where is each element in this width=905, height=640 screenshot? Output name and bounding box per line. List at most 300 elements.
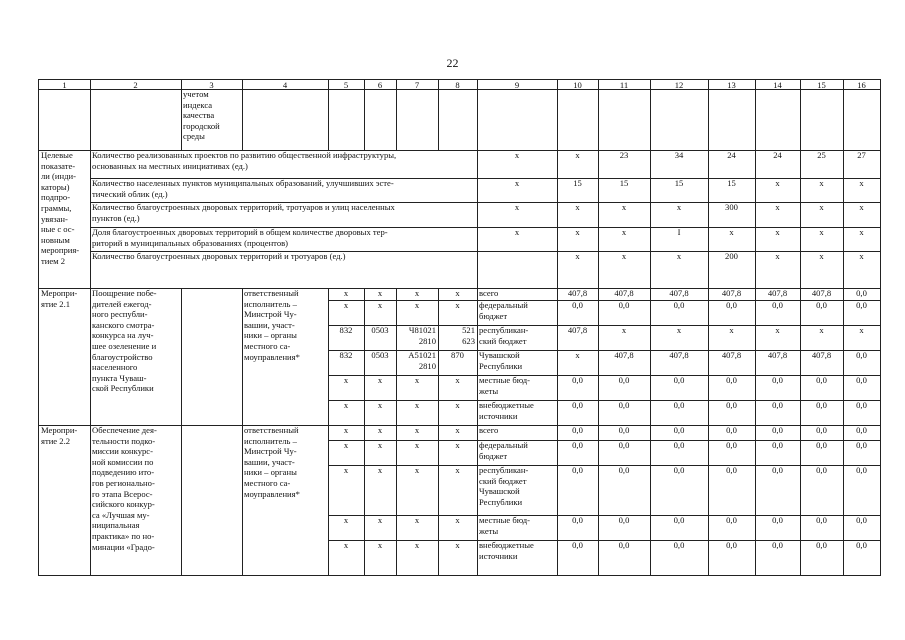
cell-text-line: дителей ежегод- xyxy=(92,298,152,309)
funding-value: 0,0 xyxy=(843,375,881,401)
funding-value: 0,0 xyxy=(843,288,881,301)
funding-value: 407,8 xyxy=(598,288,651,301)
cell-text-line: каторы) xyxy=(41,181,70,192)
cell-text-line: ли (инди- xyxy=(41,171,76,182)
cell-text-line: Количество реализованных проектов по развитию общественной инфраструктуры, xyxy=(92,150,397,160)
funding-value: 0,0 xyxy=(557,375,599,401)
indicator-value: x xyxy=(755,202,801,228)
funding-value: 0,0 xyxy=(557,300,599,326)
budget-code: x xyxy=(396,540,439,576)
cell-text-line: ятие 2.2 xyxy=(41,435,71,446)
funding-value: 0,0 xyxy=(800,540,844,576)
funding-source xyxy=(477,425,558,441)
indicator-c9: x xyxy=(477,150,558,179)
cell-text-line: республикан- xyxy=(479,325,529,335)
empty-cell xyxy=(328,89,365,151)
empty-cell xyxy=(396,89,439,151)
funding-value: 0,0 xyxy=(800,425,844,441)
cell-text-line: ответственный xyxy=(244,425,299,435)
indicator-value: x xyxy=(755,251,801,289)
cell-text-line: источники xyxy=(479,550,518,561)
empty-cell xyxy=(38,89,91,151)
funding-value: 407,8 xyxy=(755,350,801,376)
cell-text-line: пункта Чуваш- xyxy=(92,372,147,383)
indicator-value: x xyxy=(800,178,844,203)
funding-value: 0,0 xyxy=(755,540,801,576)
cell-text-line: индекса xyxy=(183,99,213,110)
funding-value: 0,0 xyxy=(843,440,881,466)
empty-cell xyxy=(477,89,558,151)
budget-code: x xyxy=(328,440,365,466)
budget-code: x xyxy=(328,465,365,516)
indicator-value: 15 xyxy=(708,178,756,203)
funding-source xyxy=(477,300,558,326)
cell-text-line: го этапа Всерос- xyxy=(92,488,153,499)
cell-text-line: исполнитель – xyxy=(244,298,297,309)
funding-value: x xyxy=(708,325,756,351)
indicator-value: x xyxy=(708,227,756,252)
cell-text-line: источники xyxy=(479,410,518,421)
cell-text-line: Республики xyxy=(479,360,523,371)
funding-value: 0,0 xyxy=(800,375,844,401)
funding-value: 0,0 xyxy=(557,425,599,441)
funding-value: 0,0 xyxy=(557,540,599,576)
cell-text-line: ятие 2.1 xyxy=(41,298,71,309)
budget-code: x xyxy=(364,375,397,401)
funding-value: 0,0 xyxy=(557,400,599,426)
cell-text-line: граммы, xyxy=(41,202,72,213)
funding-source xyxy=(477,350,558,376)
column-number: 1 xyxy=(38,79,91,90)
cell-text-line: минации «Градо- xyxy=(92,541,155,552)
budget-code: 521 623 xyxy=(438,325,478,351)
cell-text-line: местного са- xyxy=(244,477,291,488)
indicator-value: 25 xyxy=(800,150,844,179)
cell-text-line: ской Республики xyxy=(92,383,154,394)
cell-text-line: ответственный xyxy=(244,288,299,298)
funding-value: 0,0 xyxy=(598,440,651,466)
indicator-value: 200 xyxy=(708,251,756,289)
funding-value: 407,8 xyxy=(557,325,599,351)
indicator-value: x xyxy=(598,227,651,252)
funding-value: 0,0 xyxy=(650,465,709,516)
empty-cell xyxy=(708,89,756,151)
column-number: 13 xyxy=(708,79,756,90)
budget-code: x xyxy=(438,540,478,576)
cell-text-line: жеты xyxy=(479,525,499,536)
funding-value: 0,0 xyxy=(598,375,651,401)
funding-source xyxy=(477,400,558,426)
funding-value: 0,0 xyxy=(755,515,801,541)
cell-text-line: ной комиссии по xyxy=(92,456,154,467)
indicator-value: 27 xyxy=(843,150,881,179)
empty-cell xyxy=(800,89,844,151)
funding-value: 0,0 xyxy=(843,465,881,516)
funding-value: 0,0 xyxy=(650,440,709,466)
indicator-value: 15 xyxy=(650,178,709,203)
indicator-value: 24 xyxy=(708,150,756,179)
cell-text-line: увязан- xyxy=(41,213,68,224)
budget-code: x xyxy=(438,300,478,326)
funding-value: 0,0 xyxy=(800,465,844,516)
funding-value: 0,0 xyxy=(650,425,709,441)
funding-value: 0,0 xyxy=(650,400,709,426)
budget-code: x xyxy=(396,440,439,466)
funding-value: 0,0 xyxy=(755,465,801,516)
cell-text-line: канского смотра- xyxy=(92,319,155,330)
column-number: 8 xyxy=(438,79,478,90)
budget-code: x xyxy=(328,288,365,301)
indicator-value: x xyxy=(557,227,599,252)
funding-value: 0,0 xyxy=(800,440,844,466)
funding-value: 0,0 xyxy=(755,400,801,426)
funding-value: 407,8 xyxy=(557,288,599,301)
funding-source xyxy=(477,440,558,466)
empty-cell xyxy=(181,288,243,426)
cell-text-line: внебюджетные xyxy=(479,540,534,550)
indicator-value: x xyxy=(598,251,651,289)
cell-text-line: показате- xyxy=(41,160,76,171)
budget-code: x xyxy=(396,400,439,426)
funding-value: 0,0 xyxy=(598,400,651,426)
funding-value: 0,0 xyxy=(598,465,651,516)
funding-value: 0,0 xyxy=(843,515,881,541)
funding-value: x xyxy=(650,325,709,351)
funding-value: 407,8 xyxy=(650,350,709,376)
cell-text-line: пунктов (ед.) xyxy=(92,212,140,223)
indicator-c9: x xyxy=(477,202,558,228)
cell-text-line: ниципальная xyxy=(92,520,140,531)
funding-value: 0,0 xyxy=(755,375,801,401)
funding-value: 407,8 xyxy=(598,350,651,376)
cell-text-line: местные бюд- xyxy=(479,515,530,525)
budget-code: x xyxy=(364,300,397,326)
cell-text-line: Меропри- xyxy=(41,425,78,435)
budget-code: x xyxy=(438,425,478,441)
funding-source xyxy=(477,375,558,401)
cell-text-line: федеральный xyxy=(479,300,528,310)
budget-code: x xyxy=(364,400,397,426)
funding-value: 0,0 xyxy=(755,425,801,441)
funding-value: 0,0 xyxy=(598,300,651,326)
cell-text-line: Чувашской xyxy=(479,486,520,497)
indicator-value: 300 xyxy=(708,202,756,228)
column-number: 5 xyxy=(328,79,365,90)
indicators-label xyxy=(38,150,91,289)
funding-source xyxy=(477,540,558,576)
empty-cell xyxy=(843,89,881,151)
cell-text-line: внебюджетные xyxy=(479,400,534,410)
indicator-value: x xyxy=(843,227,881,252)
funding-value: 407,8 xyxy=(650,288,709,301)
funding-value: x xyxy=(755,325,801,351)
cell-text-line: качества xyxy=(183,110,215,121)
indicator-value: x xyxy=(557,251,599,289)
measure-label xyxy=(38,288,91,426)
indicator-value: 15 xyxy=(557,178,599,203)
budget-code: А51021 2810 xyxy=(396,350,439,376)
funding-value: 0,0 xyxy=(708,540,756,576)
page-number: 22 xyxy=(446,56,459,70)
budget-code: 0503 xyxy=(364,325,397,351)
indicator-value: x xyxy=(557,150,599,179)
cell-text-line: моуправления* xyxy=(244,488,300,499)
budget-code: 832 xyxy=(328,325,365,351)
cell-text-line: населенного xyxy=(92,362,138,373)
cell-text-line: исполнитель – xyxy=(244,435,297,446)
funding-value: 0,0 xyxy=(843,425,881,441)
cell-text-line: ский бюджет xyxy=(479,335,527,346)
cell-text-line: вашии, участ- xyxy=(244,319,295,330)
cell-text-line: Минстрой Чу- xyxy=(244,309,297,320)
funding-source xyxy=(477,325,558,351)
cell-text-line: Обеспечение дея- xyxy=(92,425,157,435)
cell-text-line: подведению ито- xyxy=(92,467,155,478)
indicator-value: x xyxy=(755,227,801,252)
column-number: 10 xyxy=(557,79,599,90)
budget-code: x xyxy=(396,300,439,326)
cell-text-line: Чувашской xyxy=(479,350,520,360)
column-number: 9 xyxy=(477,79,558,90)
cell-text-line: ники – органы xyxy=(244,467,297,478)
cell-text-line: федеральный xyxy=(479,440,528,450)
funding-value: 0,0 xyxy=(708,515,756,541)
cell-text-line: шее озеленение и xyxy=(92,340,157,351)
measure-label xyxy=(38,425,91,576)
cell-text-line: Целевые xyxy=(41,150,73,160)
cell-text-line: республикан- xyxy=(479,465,529,475)
budget-code: x xyxy=(396,465,439,516)
funding-value: 0,0 xyxy=(598,425,651,441)
measure-executor xyxy=(242,288,329,426)
budget-code: x xyxy=(438,288,478,301)
funding-value: 0,0 xyxy=(650,375,709,401)
funding-value: 0,0 xyxy=(800,400,844,426)
cell-text-line: Меропри- xyxy=(41,288,78,298)
measure-title xyxy=(90,288,182,426)
cell-text-line: са «Лучшая му- xyxy=(92,509,150,520)
budget-code: x xyxy=(396,375,439,401)
cell-text-line: бюджет xyxy=(479,310,508,321)
cell-text-line: мероприя- xyxy=(41,245,80,256)
empty-cell xyxy=(242,89,329,151)
empty-cell xyxy=(90,89,182,151)
funding-value: 0,0 xyxy=(708,375,756,401)
funding-value: 0,0 xyxy=(708,440,756,466)
column-number: 2 xyxy=(90,79,182,90)
column-number: 11 xyxy=(598,79,651,90)
cell-text-line: всего xyxy=(479,425,499,435)
cell-text-line: конкурса на луч- xyxy=(92,330,154,341)
indicator-value: x xyxy=(843,178,881,203)
cell-text-line: миссии конкурс- xyxy=(92,446,153,457)
funding-value: 0,0 xyxy=(843,540,881,576)
indicator-value: 23 xyxy=(598,150,651,179)
cell-text-line: Количество благоустроенных дворовых территорий, тротуаров и улиц населенных xyxy=(92,202,395,212)
budget-code: x xyxy=(438,465,478,516)
funding-value: 0,0 xyxy=(843,300,881,326)
cell-text-line: практика» по но- xyxy=(92,530,155,541)
budget-code: 832 xyxy=(328,350,365,376)
column-number: 7 xyxy=(396,79,439,90)
continuation-text xyxy=(181,89,243,151)
cell-text-line: тельности подко- xyxy=(92,435,156,446)
funding-value: x xyxy=(598,325,651,351)
empty-cell xyxy=(650,89,709,151)
cell-text-line: риторий в муниципальных образованиях (процентов) xyxy=(92,237,289,248)
funding-source xyxy=(477,465,558,516)
indicator-name xyxy=(90,178,478,203)
indicator-value: 34 xyxy=(650,150,709,179)
funding-value: x xyxy=(800,325,844,351)
cell-text-line: Количество благоустроенных дворовых территорий и тротуаров (ед.) xyxy=(92,251,346,261)
cell-text-line: городской xyxy=(183,120,220,131)
cell-text-line: местного са- xyxy=(244,340,291,351)
empty-cell xyxy=(364,89,397,151)
column-number: 3 xyxy=(181,79,243,90)
cell-text-line: ные с ос- xyxy=(41,224,75,235)
column-number: 15 xyxy=(800,79,844,90)
funding-value: 0,0 xyxy=(557,440,599,466)
budget-code: x xyxy=(364,425,397,441)
indicator-name xyxy=(90,227,478,252)
funding-value: 0,0 xyxy=(650,540,709,576)
budget-code: x xyxy=(364,465,397,516)
funding-value: 407,8 xyxy=(708,288,756,301)
funding-value: 0,0 xyxy=(708,425,756,441)
budget-code: x xyxy=(328,400,365,426)
empty-cell xyxy=(755,89,801,151)
budget-code: x xyxy=(328,300,365,326)
budget-code: 0503 xyxy=(364,350,397,376)
measure-executor xyxy=(242,425,329,576)
funding-value: 407,8 xyxy=(755,288,801,301)
column-number: 14 xyxy=(755,79,801,90)
cell-text-line: учетом xyxy=(183,89,209,99)
indicator-value: x xyxy=(800,251,844,289)
funding-value: 407,8 xyxy=(800,350,844,376)
indicator-value: x xyxy=(800,227,844,252)
measure-title xyxy=(90,425,182,576)
cell-text-line: новным xyxy=(41,234,70,245)
cell-text-line: Республики xyxy=(479,496,523,507)
indicator-c9 xyxy=(477,251,558,289)
budget-code: x xyxy=(328,540,365,576)
funding-value: 0,0 xyxy=(755,300,801,326)
indicator-value: 24 xyxy=(755,150,801,179)
funding-value: 0,0 xyxy=(843,350,881,376)
cell-text-line: бюджет xyxy=(479,450,508,461)
indicator-value: 15 xyxy=(598,178,651,203)
cell-text-line: основанных на местных инициативах (ед.) xyxy=(92,160,248,171)
column-number: 12 xyxy=(650,79,709,90)
cell-text-line: всего xyxy=(479,288,499,298)
indicator-value: x xyxy=(650,251,709,289)
cell-text-line: моуправления* xyxy=(244,351,300,362)
funding-value: 0,0 xyxy=(650,515,709,541)
budget-code: x xyxy=(438,400,478,426)
funding-value: 0,0 xyxy=(598,540,651,576)
indicator-value: x xyxy=(843,202,881,228)
budget-code: x xyxy=(396,425,439,441)
cell-text-line: ники – органы xyxy=(244,330,297,341)
budget-code: x xyxy=(396,515,439,541)
indicator-name xyxy=(90,202,478,228)
column-number: 4 xyxy=(242,79,329,90)
cell-text-line: сийского конкур- xyxy=(92,499,155,510)
cell-text-line: Поощрение побе- xyxy=(92,288,157,298)
cell-text-line: тический облик (ед.) xyxy=(92,188,168,199)
indicator-value: x xyxy=(557,202,599,228)
funding-source xyxy=(477,515,558,541)
indicator-value: x xyxy=(800,202,844,228)
cell-text-line: благоустройство xyxy=(92,351,153,362)
funding-value: 0,0 xyxy=(557,465,599,516)
funding-value: 0,0 xyxy=(650,300,709,326)
cell-text-line: гов регионально- xyxy=(92,477,155,488)
cell-text-line: ский бюджет xyxy=(479,475,527,486)
funding-value: 407,8 xyxy=(708,350,756,376)
indicator-name xyxy=(90,150,478,179)
empty-cell xyxy=(438,89,478,151)
funding-value: x xyxy=(843,325,881,351)
cell-text-line: Доля благоустроенных дворовых территорий в общем количестве дворовых тер- xyxy=(92,227,388,237)
cell-text-line: Минстрой Чу- xyxy=(244,446,297,457)
cell-text-line: среды xyxy=(183,131,205,142)
indicator-c9: x xyxy=(477,178,558,203)
indicator-value: x xyxy=(650,202,709,228)
cell-text-line: жеты xyxy=(479,385,499,396)
funding-value: 0,0 xyxy=(708,300,756,326)
budget-code: x xyxy=(364,288,397,301)
budget-code: 870 xyxy=(438,350,478,376)
empty-cell xyxy=(557,89,599,151)
budget-code: x xyxy=(328,425,365,441)
budget-code: x xyxy=(396,288,439,301)
empty-cell xyxy=(598,89,651,151)
cell-text-line: местные бюд- xyxy=(479,375,530,385)
indicator-value: I xyxy=(650,227,709,252)
funding-value: 0,0 xyxy=(755,440,801,466)
empty-cell xyxy=(181,425,243,576)
funding-value: 0,0 xyxy=(800,300,844,326)
budget-code: x xyxy=(364,440,397,466)
indicator-value: x xyxy=(598,202,651,228)
cell-text-line: тием 2 xyxy=(41,255,66,266)
budget-code: Ч81021 2810 xyxy=(396,325,439,351)
funding-value: 0,0 xyxy=(708,465,756,516)
budget-code: x xyxy=(438,440,478,466)
indicator-value: x xyxy=(843,251,881,289)
cell-text-line: Количество населенных пунктов муниципальных образований, улучшивших эсте- xyxy=(92,178,394,188)
funding-value: x xyxy=(557,350,599,376)
budget-code: x xyxy=(438,375,478,401)
cell-text-line: вашии, участ- xyxy=(244,456,295,467)
funding-value: 0,0 xyxy=(708,400,756,426)
column-number: 6 xyxy=(364,79,397,90)
budget-code: x xyxy=(328,515,365,541)
cell-text-line: подпро- xyxy=(41,192,71,203)
funding-value: 407,8 xyxy=(800,288,844,301)
funding-value: 0,0 xyxy=(598,515,651,541)
budget-code: x xyxy=(364,540,397,576)
indicator-value: x xyxy=(755,178,801,203)
funding-value: 0,0 xyxy=(843,400,881,426)
budget-code: x xyxy=(364,515,397,541)
funding-value: 0,0 xyxy=(557,515,599,541)
column-number: 16 xyxy=(843,79,881,90)
indicator-c9: x xyxy=(477,227,558,252)
